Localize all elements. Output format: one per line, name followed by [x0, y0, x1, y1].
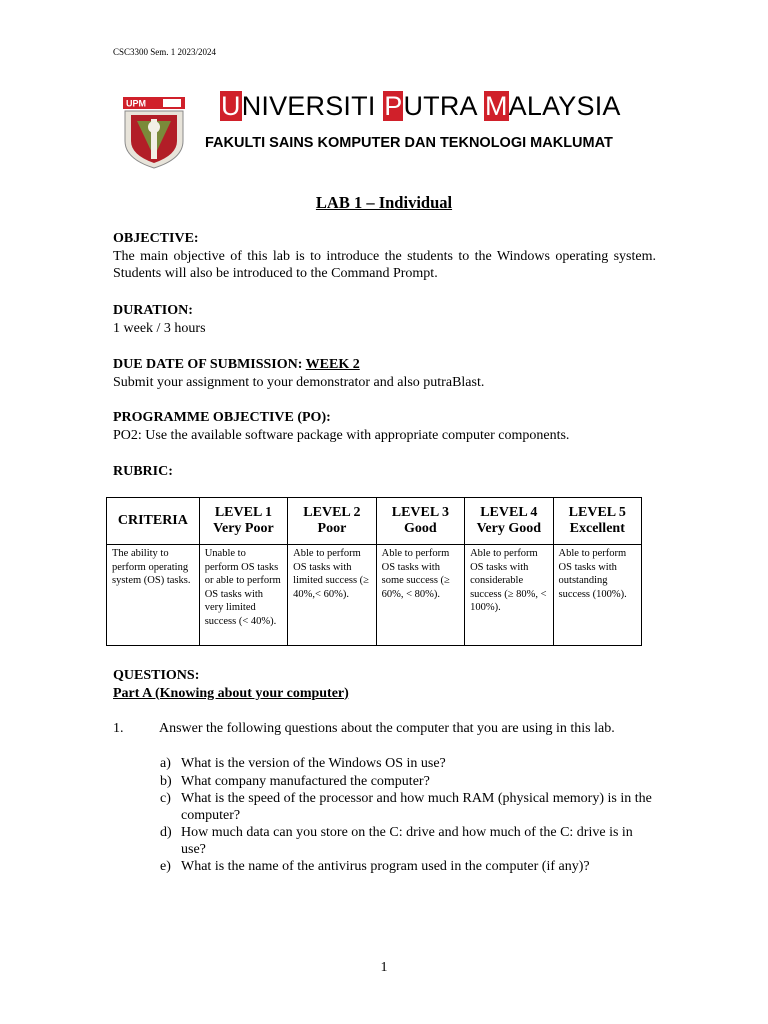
sub-question-text: How much data can you store on the C: drive and how much of the C: drive is in use?: [181, 825, 633, 857]
level-5-header: [553, 498, 641, 545]
level-1-desc: Unable to perform OS tasks or able to perform OS tasks with very limited success (< 40%).: [199, 545, 287, 646]
sub-question-letter: c): [160, 791, 171, 806]
uni-word-1: NIVERSITI: [241, 91, 384, 121]
rubric-header-row: [107, 498, 642, 545]
uni-cap-m: M: [484, 91, 508, 121]
questions-heading: QUESTIONS:: [113, 668, 200, 683]
level-3-desc: Able to perform OS tasks with some success (≥ 60%, < 80%).: [376, 545, 464, 646]
due-section: [113, 356, 656, 391]
lab-title-text: LAB 1 – Individual: [315, 193, 453, 212]
uni-cap-u: U: [221, 91, 241, 121]
sub-question-letter: a): [160, 756, 171, 771]
uni-word-2: UTRA: [403, 91, 484, 121]
level-3-header: [376, 498, 464, 545]
level-2-desc: Able to perform OS tasks with limited success (≥ 40%,< 60%).: [288, 545, 376, 646]
duration-section: [113, 302, 656, 337]
question-1: [113, 720, 656, 738]
po-text: PO2: Use the available software package with appropriate computer components.: [113, 427, 570, 443]
due-heading-label: DUE DATE OF SUBMISSION:: [113, 357, 306, 372]
objective-text: The main objective of this lab is to introduce the students to the Windows operating system. Students will also be introduced to the Command Prompt.: [113, 248, 656, 281]
faculty-name: FAKULTI SAINS KOMPUTER DAN TEKNOLOGI MAKLUMAT: [205, 135, 613, 151]
sub-question-d: [160, 825, 656, 858]
sub-question-letter: e): [160, 859, 171, 874]
level-5-desc: Able to perform OS tasks with outstanding success (100%).: [553, 545, 641, 646]
rubric-table: [106, 497, 642, 646]
rubric-body-row: [107, 545, 642, 646]
level-2-header: [288, 498, 376, 545]
sub-question-text: What is the speed of the processor and how much RAM (physical memory) is in the computer?: [181, 791, 652, 823]
course-code: CSC3300 Sem. 1 2023/2024: [113, 47, 217, 57]
level-4-header: [465, 498, 553, 545]
sub-question-b: [160, 774, 656, 791]
po-section: [113, 409, 656, 444]
page-number: 1: [380, 960, 388, 975]
uni-word-3: ALAYSIA: [508, 91, 621, 121]
uni-cap-p: P: [384, 91, 403, 121]
criteria-header: CRITERIA: [107, 498, 200, 545]
duration-text: 1 week / 3 hours: [113, 320, 206, 336]
questions-section: [113, 667, 656, 702]
objective-heading: OBJECTIVE:: [113, 231, 199, 246]
level-4-label: LEVEL 4: [480, 505, 538, 520]
due-text: Submit your assignment to your demonstrator and also putraBlast.: [113, 374, 485, 390]
level-2-label: LEVEL 2: [303, 505, 361, 520]
part-a-heading: Part A (Knowing about your computer): [113, 685, 349, 701]
duration-heading: DURATION:: [113, 303, 193, 318]
level-5-name: Excellent: [569, 521, 625, 536]
due-week: WEEK 2: [305, 357, 360, 372]
po-heading: PROGRAMME OBJECTIVE (PO):: [113, 410, 331, 425]
level-1-header: [199, 498, 287, 545]
university-name: [220, 91, 621, 122]
sub-question-text: What is the name of the antivirus program used in the computer (if any)?: [181, 859, 590, 874]
level-5-label: LEVEL 5: [568, 505, 626, 520]
sub-question-letter: d): [160, 825, 172, 840]
objective-section: [113, 230, 656, 283]
sub-question-text: What is the version of the Windows OS in use?: [181, 756, 446, 771]
sub-question-text: What company manufactured the computer?: [181, 773, 430, 789]
level-1-label: LEVEL 1: [214, 505, 273, 520]
question-1-text: Answer the following questions about the computer that you are using in this lab.: [159, 721, 615, 736]
sub-question-list: [160, 756, 656, 877]
sub-question-c: [160, 791, 656, 824]
level-2-name: Poor: [317, 521, 347, 536]
lab-title: [0, 193, 768, 213]
level-3-label: LEVEL 3: [391, 505, 449, 520]
upm-logo: [123, 97, 185, 169]
level-4-name: Very Good: [476, 521, 542, 536]
svg-text:UPM: UPM: [126, 98, 146, 109]
rubric-heading: RUBRIC:: [113, 464, 173, 479]
sub-question-a: [160, 756, 656, 773]
level-1-name: Very Poor: [213, 521, 274, 536]
criteria-cell: The ability to perform operating system (OS) tasks.: [107, 545, 200, 646]
question-1-number: 1.: [113, 721, 124, 736]
sub-question-e: [160, 859, 656, 876]
level-4-desc: Able to perform OS tasks with considerable success (≥ 80%, < 100%).: [465, 545, 553, 646]
sub-question-letter: b): [160, 773, 172, 789]
due-heading: [113, 356, 656, 374]
level-3-name: Good: [404, 521, 437, 536]
